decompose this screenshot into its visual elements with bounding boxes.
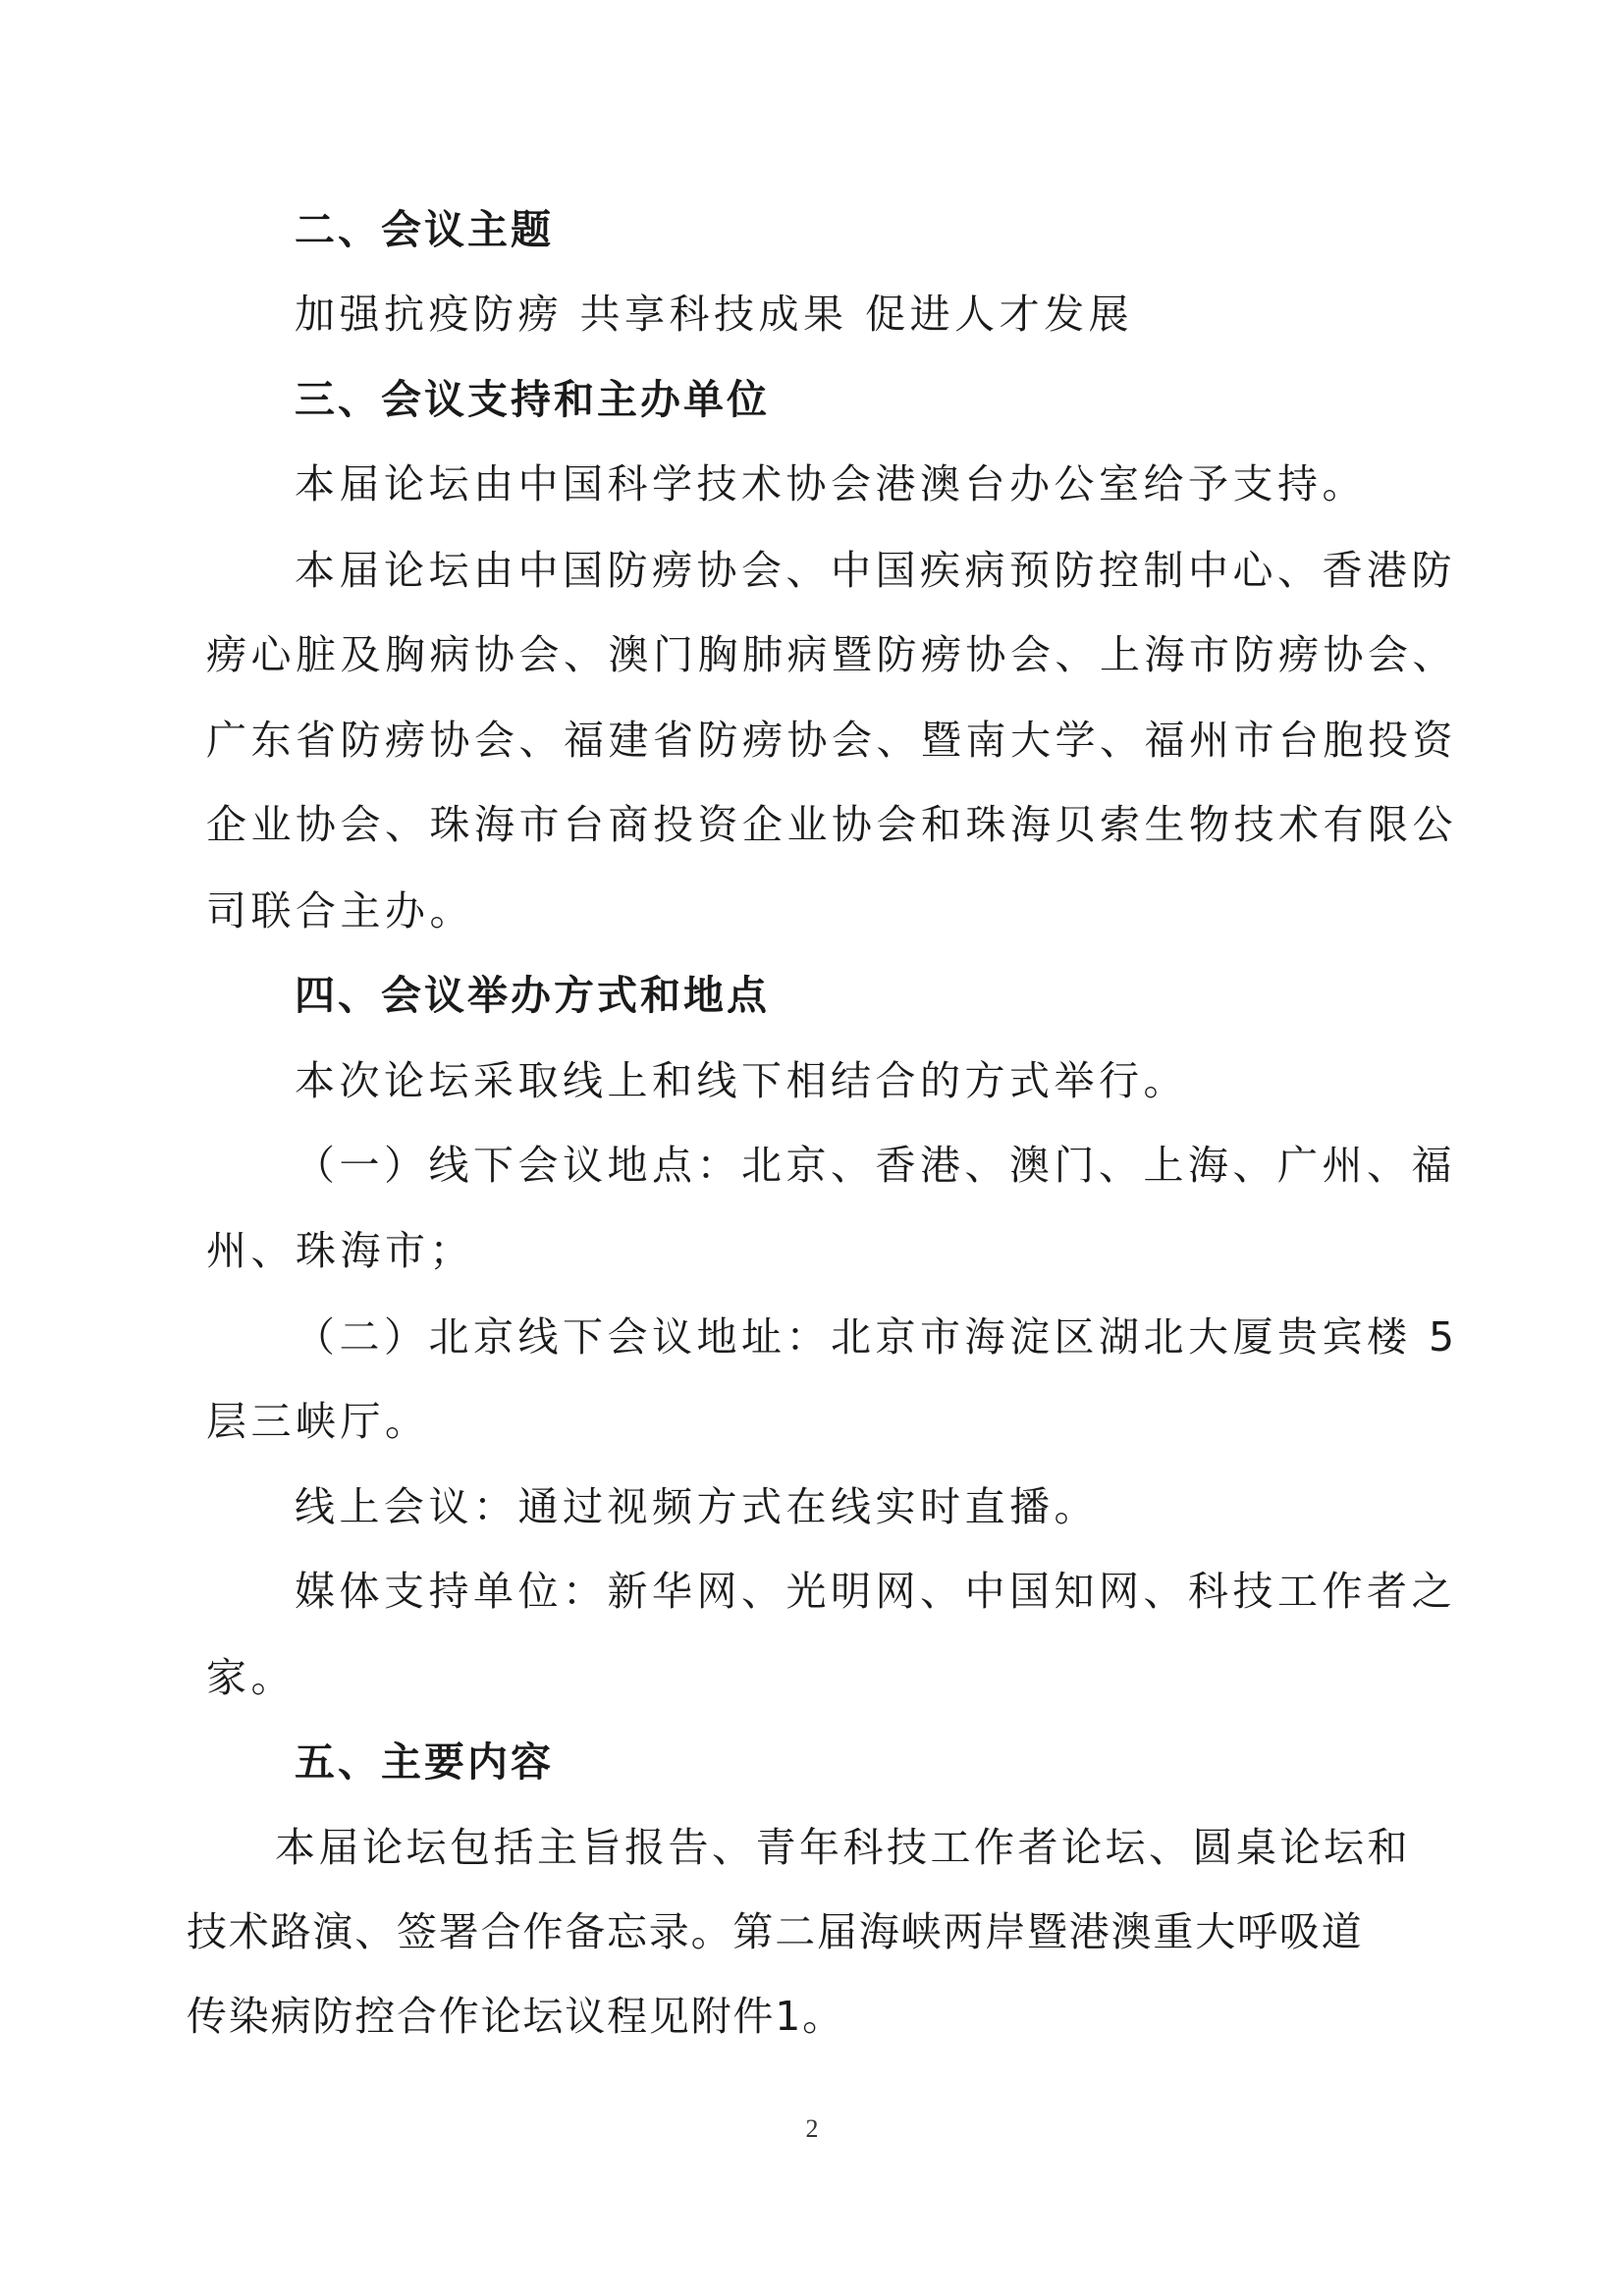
- paragraph-line: 本次论坛采取线上和线下相结合的方式举行。: [295, 1057, 1188, 1104]
- section-heading-theme: 二、会议主题: [295, 206, 554, 253]
- paragraph-line: 痨心脏及胸病协会、澳门胸肺病暨防痨协会、上海市防痨协会、: [206, 631, 1457, 678]
- paragraph-line: 层三峡厅。: [206, 1398, 430, 1445]
- section-heading-main-content: 五、主要内容: [295, 1738, 554, 1786]
- paragraph-line: 媒体支持单位：新华网、光明网、中国知网、科技工作者之: [295, 1568, 1456, 1615]
- paragraph-line: （二）北京线下会议地址：北京市海淀区湖北大厦贵宾楼 5: [295, 1313, 1459, 1361]
- paragraph-line: 企业协会、珠海市台商投资企业协会和珠海贝索生物技术有限公: [206, 801, 1457, 848]
- page-number: 2: [805, 2114, 819, 2143]
- section-heading-organizers: 三、会议支持和主办单位: [295, 376, 770, 423]
- paragraph-line: （一）线下会议地点：北京、香港、澳门、上海、广州、福: [295, 1142, 1456, 1189]
- paragraph-line: 广东省防痨协会、福建省防痨协会、暨南大学、福州市台胞投资: [206, 717, 1457, 764]
- paragraph-line: 家。: [206, 1654, 296, 1701]
- paragraph-line: 本届论坛包括主旨报告、青年科技工作者论坛、圆桌论坛和: [275, 1824, 1411, 1871]
- paragraph-line: 本届论坛由中国科学技术协会港澳台办公室给予支持。: [295, 460, 1367, 507]
- section-heading-format-venue: 四、会议举办方式和地点: [295, 972, 770, 1019]
- paragraph-line: 传染病防控合作论坛议程见附件1。: [187, 1993, 844, 2040]
- paragraph-line: 本届论坛由中国防痨协会、中国疾病预防控制中心、香港防: [295, 547, 1456, 594]
- paragraph-line: 技术路演、签署合作备忘录。第二届海峡两岸暨港澳重大呼吸道: [187, 1908, 1364, 1955]
- paragraph-line: 州、珠海市；: [206, 1227, 474, 1274]
- paragraph-line: 司联合主办。: [206, 887, 474, 934]
- paragraph-line: 线上会议：通过视频方式在线实时直播。: [295, 1483, 1099, 1530]
- paragraph-line: 加强抗疫防痨 共享科技成果 促进人才发展: [295, 291, 1134, 338]
